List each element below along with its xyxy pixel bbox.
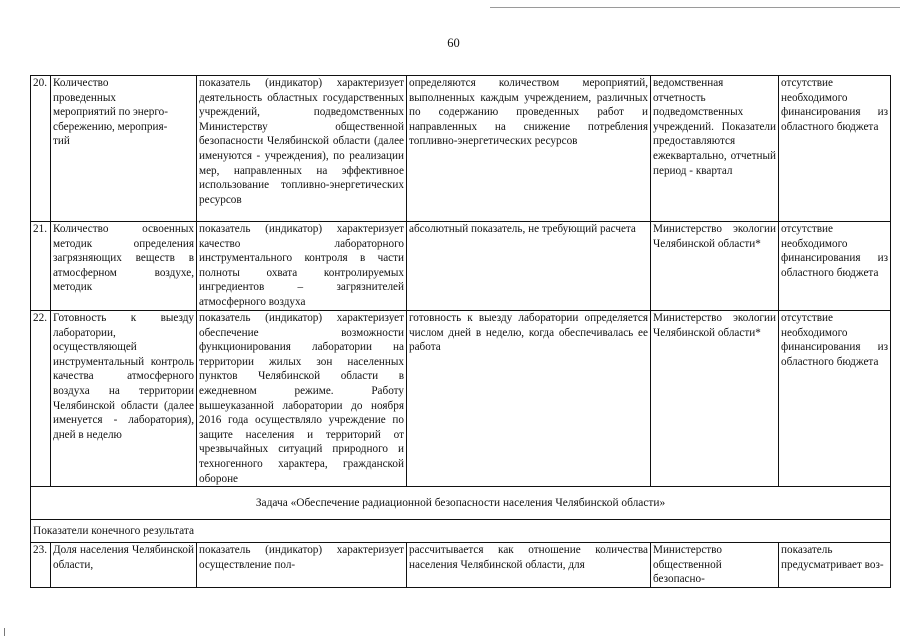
- page-number: 60: [447, 36, 460, 50]
- section-heading: Показатели конечного результата: [31, 520, 891, 543]
- table-row: [31, 311, 891, 487]
- risk-factor: показатель предусматривает воз-: [779, 543, 891, 588]
- task-heading: Задача «Обеспечение радиационной безопасности населения Челябинской области»: [31, 487, 891, 520]
- data-source: Министерство экологии Челябинской области*: [651, 222, 779, 311]
- data-source: Министерство общественной безопасно-: [651, 543, 779, 588]
- indicators-table: [30, 75, 891, 588]
- row-number: 20.: [31, 76, 51, 222]
- row-number: 22.: [31, 311, 51, 487]
- indicator-name: Готовность к выезду лаборатории, осуществляющей инструментальный контроль качества атмосферного воздуха на территории Челябинской области (далее именуется - лаборатория), дней в неделю: [51, 311, 197, 487]
- risk-factor: отсутствие необходимого финансирования из областного бюджета: [779, 76, 891, 222]
- scan-artifact: [4, 628, 5, 636]
- section-heading-row: [31, 520, 891, 543]
- indicator-definition: показатель (индикатор) характеризует обеспечение возможности функционирования лаборатории на территории жилых зон населенных пунктов Челябинской области в ежедневном режиме. Работу вышеуказанной лаборатории до ноября 2016 года осуществляло учреждение по защите населения и территорий от чрезвычайных ситуаций природного и техногенного характера, гражданской обороне: [197, 311, 407, 487]
- indicator-definition: показатель (индикатор) характеризует деятельность областных государственных учреждений, подведомственных Министерству общественной безопасности Челябинской области (далее именуются - учреждения), по реализации мер, направленных на эффективное использование топливно-энергетических ресурсов: [197, 76, 407, 222]
- table-row: [31, 76, 891, 222]
- data-source: ведомственная отчетность подведомственных учреждений. Показатели предоставляются ежеквартально, отчетный период - квартал: [651, 76, 779, 222]
- table-row: [31, 543, 891, 588]
- row-number: 23.: [31, 543, 51, 588]
- top-rule: [490, 7, 900, 8]
- task-heading-row: [31, 487, 891, 520]
- calculation-method: готовность к выезду лаборатории определяется числом дней в неделю, когда обеспечивалась ее работа: [407, 311, 651, 487]
- indicator-definition: показатель (индикатор) характеризует качество лабораторного инструментального контроля в части полноты охвата контролируемых ингредиентов – загрязнителей атмосферного воздуха: [197, 222, 407, 311]
- calculation-method: рассчитывается как отношение количества населения Челябинской области, для: [407, 543, 651, 588]
- calculation-method: определяются количеством мероприятий, выполненных каждым учреждением, различных по содержанию проведенных работ и направленных на снижение потребления топливно-энергетических ресурсов: [407, 76, 651, 222]
- calculation-method: абсолютный показатель, не требующий расчета: [407, 222, 651, 311]
- risk-factor: отсутствие необходимого финансирования из областного бюджета: [779, 222, 891, 311]
- indicator-definition: показатель (индикатор) характеризует осуществление пол-: [197, 543, 407, 588]
- indicator-name: Количество проведенных мероприятий по энерго- сбережению, мероприя- тий: [51, 76, 197, 222]
- row-number: 21.: [31, 222, 51, 311]
- indicator-name: Доля населения Челябинской области,: [51, 543, 197, 588]
- indicator-name: Количество освоенных методик определения загрязняющих веществ в атмосферном воздухе, методик: [51, 222, 197, 311]
- risk-factor: отсутствие необходимого финансирования из областного бюджета: [779, 311, 891, 487]
- table-row: [31, 222, 891, 311]
- data-source: Министерство экологии Челябинской области*: [651, 311, 779, 487]
